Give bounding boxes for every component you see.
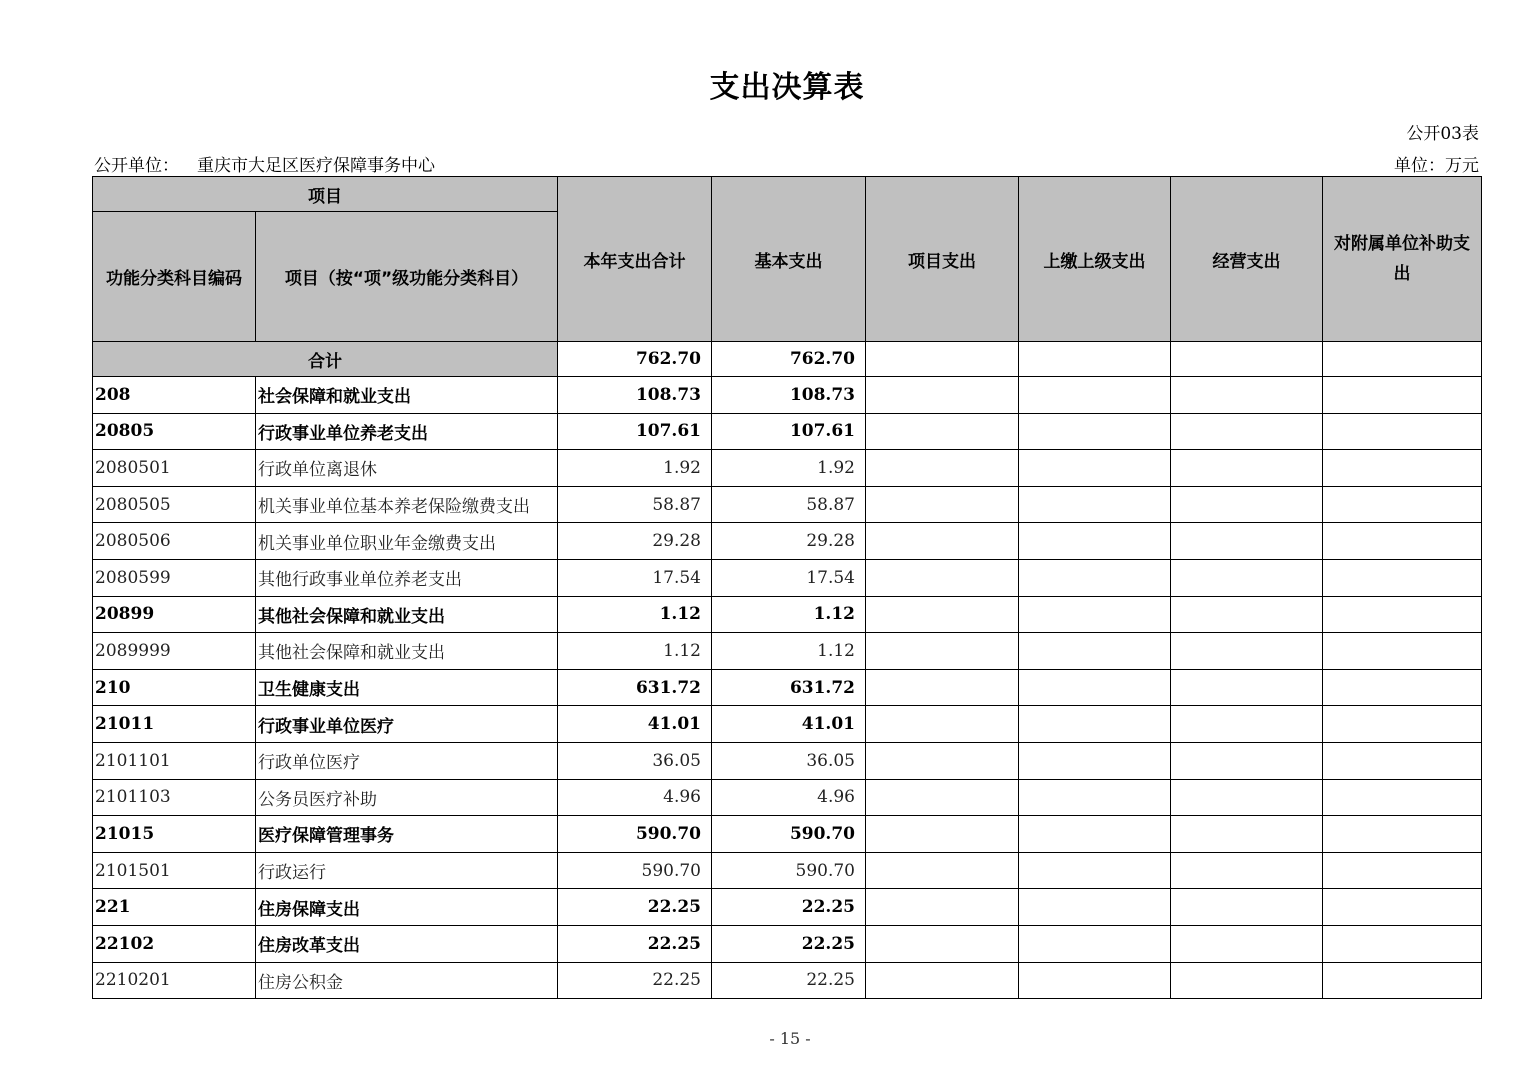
- cell-code: 2210201: [93, 962, 256, 999]
- table-row: [93, 889, 1482, 926]
- cell-total: 590.70: [558, 816, 712, 853]
- cell-name: 行政单位医疗: [256, 742, 558, 779]
- cell-total: 22.25: [558, 962, 712, 999]
- cell-total: 17.54: [558, 559, 712, 596]
- cell-upper: [1019, 377, 1171, 414]
- cell-project: [866, 852, 1019, 889]
- cell-total: 41.01: [558, 706, 712, 743]
- table-row: [93, 779, 1482, 816]
- cell-total: 108.73: [558, 377, 712, 414]
- cell-basic: 36.05: [712, 742, 866, 779]
- cell-project: [866, 523, 1019, 560]
- cell-project: [866, 779, 1019, 816]
- cell-name: 机关事业单位职业年金缴费支出: [256, 523, 558, 560]
- table-row: [93, 742, 1482, 779]
- table-row: [93, 486, 1482, 523]
- total-subsidy: [1323, 342, 1482, 377]
- cell-basic: 631.72: [712, 669, 866, 706]
- cell-upper: [1019, 816, 1171, 853]
- cell-project: [866, 633, 1019, 670]
- cell-upper: [1019, 742, 1171, 779]
- cell-code: 20805: [93, 413, 256, 450]
- unit-name: 重庆市大足区医疗保障事务中心: [197, 156, 435, 176]
- cell-basic: 17.54: [712, 559, 866, 596]
- cell-code: 20899: [93, 596, 256, 633]
- cell-basic: 108.73: [712, 377, 866, 414]
- cell-upper: [1019, 486, 1171, 523]
- header-name: 项目（按“项”级功能分类科目）: [256, 212, 558, 342]
- cell-code: 2080599: [93, 559, 256, 596]
- cell-subsidy: [1323, 413, 1482, 450]
- cell-name: 其他行政事业单位养老支出: [256, 559, 558, 596]
- cell-subsidy: [1323, 816, 1482, 853]
- cell-basic: 1.92: [712, 450, 866, 487]
- cell-name: 行政运行: [256, 852, 558, 889]
- table-row: [93, 413, 1482, 450]
- cell-basic: 590.70: [712, 852, 866, 889]
- cell-business: [1171, 742, 1323, 779]
- cell-upper: [1019, 962, 1171, 999]
- cell-code: 21011: [93, 706, 256, 743]
- total-row: [93, 342, 1482, 377]
- cell-subsidy: [1323, 669, 1482, 706]
- cell-name: 行政事业单位养老支出: [256, 413, 558, 450]
- form-number: 公开03表: [1406, 124, 1479, 144]
- cell-name: 住房改革支出: [256, 925, 558, 962]
- cell-business: [1171, 779, 1323, 816]
- cell-upper: [1019, 523, 1171, 560]
- cell-name: 公务员医疗补助: [256, 779, 558, 816]
- cell-upper: [1019, 559, 1171, 596]
- table-row: [93, 523, 1482, 560]
- cell-total: 4.96: [558, 779, 712, 816]
- table-row: [93, 450, 1482, 487]
- cell-subsidy: [1323, 450, 1482, 487]
- cell-subsidy: [1323, 633, 1482, 670]
- cell-name: 社会保障和就业支出: [256, 377, 558, 414]
- header-item-group: 项目: [93, 177, 558, 212]
- table-row: [93, 962, 1482, 999]
- cell-upper: [1019, 450, 1171, 487]
- cell-business: [1171, 450, 1323, 487]
- cell-code: 221: [93, 889, 256, 926]
- cell-code: 2101103: [93, 779, 256, 816]
- cell-basic: 22.25: [712, 889, 866, 926]
- cell-upper: [1019, 889, 1171, 926]
- reporting-unit: [94, 151, 435, 176]
- cell-subsidy: [1323, 742, 1482, 779]
- cell-basic: 29.28: [712, 523, 866, 560]
- cell-subsidy: [1323, 706, 1482, 743]
- table-row: [93, 669, 1482, 706]
- cell-basic: 590.70: [712, 816, 866, 853]
- cell-upper: [1019, 706, 1171, 743]
- cell-project: [866, 742, 1019, 779]
- cell-business: [1171, 596, 1323, 633]
- cell-business: [1171, 633, 1323, 670]
- cell-upper: [1019, 633, 1171, 670]
- cell-upper: [1019, 413, 1171, 450]
- cell-project: [866, 889, 1019, 926]
- cell-total: 1.12: [558, 596, 712, 633]
- cell-business: [1171, 669, 1323, 706]
- table-row: [93, 596, 1482, 633]
- cell-upper: [1019, 669, 1171, 706]
- header-basic: 基本支出: [712, 177, 866, 342]
- cell-upper: [1019, 852, 1171, 889]
- cell-business: [1171, 889, 1323, 926]
- page-number: - 15 -: [769, 1029, 811, 1048]
- cell-subsidy: [1323, 559, 1482, 596]
- cell-total: 22.25: [558, 889, 712, 926]
- cell-code: 2101101: [93, 742, 256, 779]
- cell-upper: [1019, 596, 1171, 633]
- currency-unit: 单位：万元: [1394, 156, 1479, 176]
- header-upper: 上缴上级支出: [1019, 177, 1171, 342]
- cell-project: [866, 706, 1019, 743]
- cell-total: 590.70: [558, 852, 712, 889]
- cell-total: 1.92: [558, 450, 712, 487]
- cell-basic: 4.96: [712, 779, 866, 816]
- cell-basic: 1.12: [712, 633, 866, 670]
- total-sum: 762.70: [558, 342, 712, 377]
- cell-subsidy: [1323, 779, 1482, 816]
- header-subsidy: 对附属单位补助支出: [1323, 177, 1482, 342]
- cell-subsidy: [1323, 962, 1482, 999]
- cell-total: 631.72: [558, 669, 712, 706]
- cell-subsidy: [1323, 925, 1482, 962]
- cell-business: [1171, 523, 1323, 560]
- cell-business: [1171, 377, 1323, 414]
- cell-code: 2089999: [93, 633, 256, 670]
- table-row: [93, 633, 1482, 670]
- total-label: 合计: [93, 342, 558, 377]
- cell-basic: 22.25: [712, 925, 866, 962]
- cell-subsidy: [1323, 486, 1482, 523]
- cell-business: [1171, 413, 1323, 450]
- cell-basic: 1.12: [712, 596, 866, 633]
- cell-project: [866, 816, 1019, 853]
- total-basic: 762.70: [712, 342, 866, 377]
- page-title: 支出决算表: [709, 70, 865, 105]
- table-row: [93, 925, 1482, 962]
- cell-total: 58.87: [558, 486, 712, 523]
- cell-subsidy: [1323, 523, 1482, 560]
- cell-business: [1171, 486, 1323, 523]
- cell-upper: [1019, 925, 1171, 962]
- total-upper: [1019, 342, 1171, 377]
- cell-subsidy: [1323, 377, 1482, 414]
- cell-project: [866, 669, 1019, 706]
- cell-project: [866, 962, 1019, 999]
- table-row: [93, 706, 1482, 743]
- table-row: [93, 852, 1482, 889]
- expenditure-table: [92, 176, 1482, 999]
- cell-basic: 41.01: [712, 706, 866, 743]
- cell-name: 其他社会保障和就业支出: [256, 596, 558, 633]
- cell-code: 2080506: [93, 523, 256, 560]
- cell-total: 1.12: [558, 633, 712, 670]
- cell-business: [1171, 559, 1323, 596]
- table-row: [93, 377, 1482, 414]
- cell-business: [1171, 816, 1323, 853]
- header-code: 功能分类科目编码: [93, 212, 256, 342]
- cell-name: 机关事业单位基本养老保险缴费支出: [256, 486, 558, 523]
- unit-label: 公开单位：: [94, 156, 179, 176]
- cell-code: 22102: [93, 925, 256, 962]
- table-row: [93, 816, 1482, 853]
- cell-business: [1171, 962, 1323, 999]
- cell-total: 22.25: [558, 925, 712, 962]
- cell-code: 210: [93, 669, 256, 706]
- cell-project: [866, 377, 1019, 414]
- cell-project: [866, 925, 1019, 962]
- cell-basic: 58.87: [712, 486, 866, 523]
- cell-basic: 22.25: [712, 962, 866, 999]
- cell-name: 行政单位离退休: [256, 450, 558, 487]
- cell-project: [866, 486, 1019, 523]
- header-business: 经营支出: [1171, 177, 1323, 342]
- cell-business: [1171, 852, 1323, 889]
- cell-upper: [1019, 779, 1171, 816]
- header-total: 本年支出合计: [558, 177, 712, 342]
- cell-business: [1171, 706, 1323, 743]
- cell-subsidy: [1323, 889, 1482, 926]
- cell-subsidy: [1323, 596, 1482, 633]
- cell-name: 医疗保障管理事务: [256, 816, 558, 853]
- cell-code: 21015: [93, 816, 256, 853]
- total-project: [866, 342, 1019, 377]
- cell-project: [866, 450, 1019, 487]
- cell-project: [866, 413, 1019, 450]
- cell-name: 卫生健康支出: [256, 669, 558, 706]
- cell-basic: 107.61: [712, 413, 866, 450]
- total-business: [1171, 342, 1323, 377]
- cell-name: 行政事业单位医疗: [256, 706, 558, 743]
- cell-total: 29.28: [558, 523, 712, 560]
- cell-total: 36.05: [558, 742, 712, 779]
- table-row: [93, 559, 1482, 596]
- cell-project: [866, 596, 1019, 633]
- cell-subsidy: [1323, 852, 1482, 889]
- cell-code: 2101501: [93, 852, 256, 889]
- cell-project: [866, 559, 1019, 596]
- cell-name: 住房公积金: [256, 962, 558, 999]
- header-project: 项目支出: [866, 177, 1019, 342]
- cell-total: 107.61: [558, 413, 712, 450]
- cell-name: 住房保障支出: [256, 889, 558, 926]
- cell-business: [1171, 925, 1323, 962]
- cell-code: 2080505: [93, 486, 256, 523]
- cell-name: 其他社会保障和就业支出: [256, 633, 558, 670]
- cell-code: 2080501: [93, 450, 256, 487]
- cell-code: 208: [93, 377, 256, 414]
